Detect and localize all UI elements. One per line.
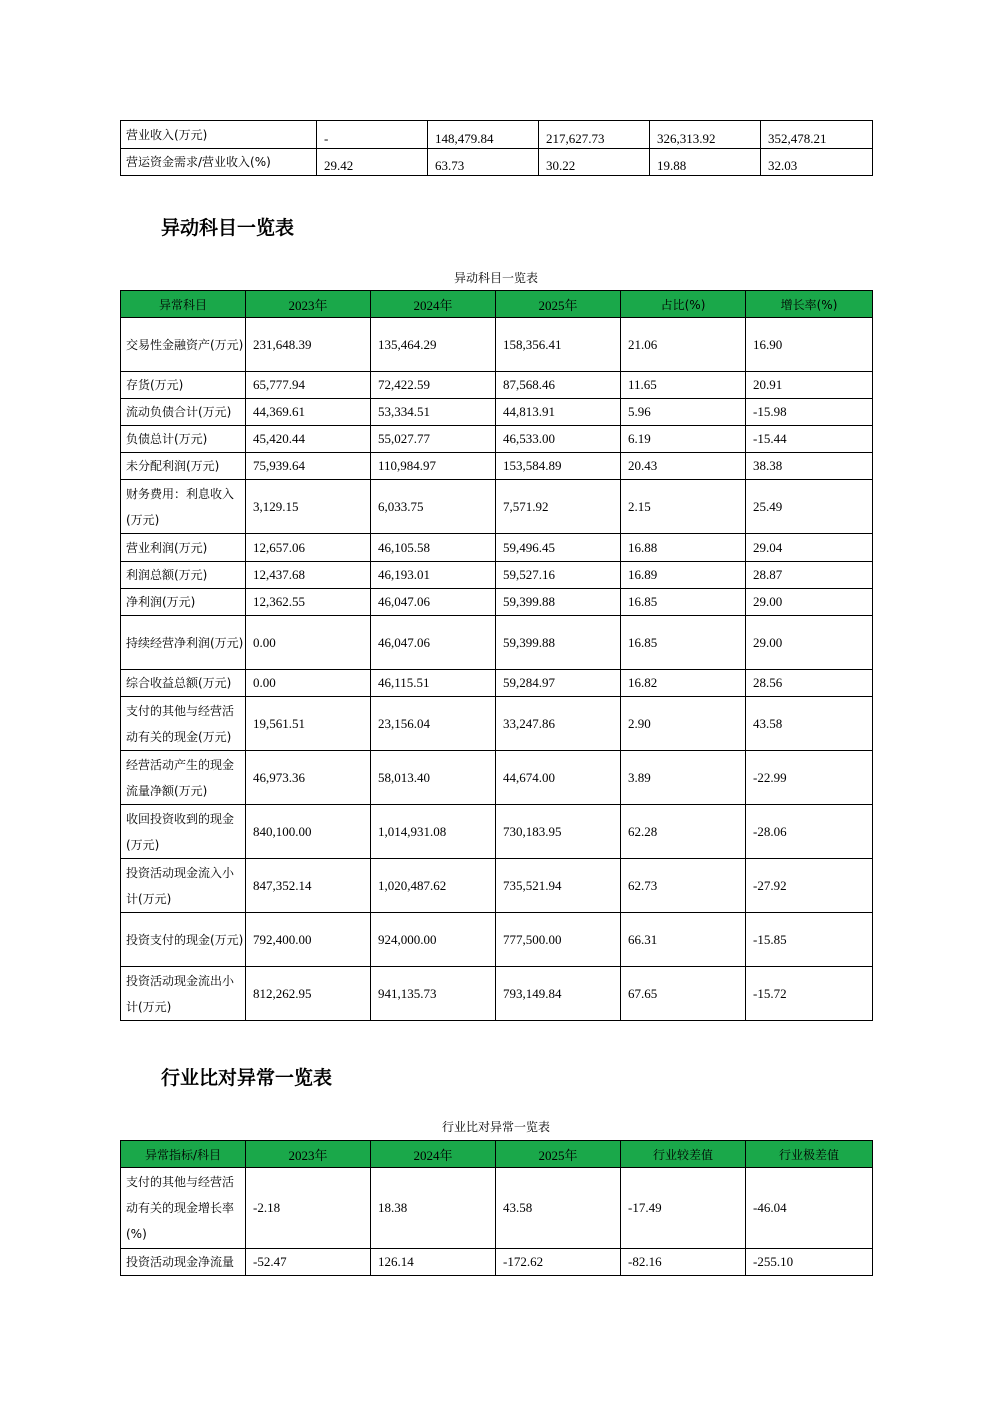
table-cell: 66.31 <box>621 913 746 967</box>
table-cell: 352,478.21 <box>761 121 873 149</box>
table-cell: 59,527.16 <box>496 562 621 589</box>
table-row <box>121 1168 873 1249</box>
table-cell: 847,352.14 <box>246 859 371 913</box>
table-cell: 29.42 <box>317 149 428 176</box>
table-cell: 45,420.44 <box>246 426 371 453</box>
table-row <box>121 399 873 426</box>
table-cell: 153,584.89 <box>496 453 621 480</box>
table-row <box>121 426 873 453</box>
table-cell: 924,000.00 <box>371 913 496 967</box>
table-cell: 44,369.61 <box>246 399 371 426</box>
table-cell: 53,334.51 <box>371 399 496 426</box>
table-cell: 29.00 <box>746 616 873 670</box>
row-label: 未分配利润(万元) <box>121 453 246 480</box>
table-cell: 12,437.68 <box>246 562 371 589</box>
column-header: 异常指标/科目 <box>121 1141 246 1168</box>
table-cell: 148,479.84 <box>428 121 539 149</box>
row-label: 利润总额(万元) <box>121 562 246 589</box>
row-label: 支付的其他与经营活动有关的现金增长率(%) <box>121 1168 246 1249</box>
table-cell: 110,984.97 <box>371 453 496 480</box>
table-cell: 2.15 <box>621 480 746 534</box>
row-label: 持续经营净利润(万元) <box>121 616 246 670</box>
column-header: 2023年 <box>246 291 371 318</box>
row-label: 存货(万元) <box>121 372 246 399</box>
table-row <box>121 967 873 1021</box>
table-row <box>121 670 873 697</box>
table-cell: 46,193.01 <box>371 562 496 589</box>
column-header: 2023年 <box>246 1141 371 1168</box>
table-cell: 46,047.06 <box>371 589 496 616</box>
table-cell: 59,399.88 <box>496 589 621 616</box>
table-row <box>121 805 873 859</box>
table-cell: 87,568.46 <box>496 372 621 399</box>
table-cell: 0.00 <box>246 670 371 697</box>
row-label: 负债总计(万元) <box>121 426 246 453</box>
table-cell: -27.92 <box>746 859 873 913</box>
table-cell: 43.58 <box>496 1168 621 1249</box>
table-cell: 11.65 <box>621 372 746 399</box>
table-cell: 16.82 <box>621 670 746 697</box>
table-cell: 32.03 <box>761 149 873 176</box>
row-label: 投资活动现金净流量 <box>121 1249 246 1276</box>
table-cell: 812,262.95 <box>246 967 371 1021</box>
table-cell: 59,284.97 <box>496 670 621 697</box>
row-label: 收回投资收到的现金(万元) <box>121 805 246 859</box>
table-cell: 46,047.06 <box>371 616 496 670</box>
table-cell: 735,521.94 <box>496 859 621 913</box>
table-cell: 23,156.04 <box>371 697 496 751</box>
table-cell: 65,777.94 <box>246 372 371 399</box>
row-label: 投资支付的现金(万元) <box>121 913 246 967</box>
row-label: 营业利润(万元) <box>121 534 246 562</box>
table-cell: 16.85 <box>621 589 746 616</box>
table-cell: 43.58 <box>746 697 873 751</box>
section1-heading: 异动科目一览表 <box>161 217 295 239</box>
table-cell: 793,149.84 <box>496 967 621 1021</box>
table-cell: 55,027.77 <box>371 426 496 453</box>
column-header: 2024年 <box>371 291 496 318</box>
table-cell: 62.73 <box>621 859 746 913</box>
abnormal-items-table <box>120 290 873 1021</box>
table-row <box>121 480 873 534</box>
row-label: 投资活动现金流出小计(万元) <box>121 967 246 1021</box>
table-row <box>121 751 873 805</box>
table-row <box>121 1249 873 1276</box>
table-cell: 18.38 <box>371 1168 496 1249</box>
table-cell: 730,183.95 <box>496 805 621 859</box>
table-cell: 135,464.29 <box>371 318 496 372</box>
table-row <box>121 149 873 176</box>
table-cell: -28.06 <box>746 805 873 859</box>
table-cell: - <box>317 121 428 149</box>
table-cell: 20.43 <box>621 453 746 480</box>
table-cell: 46,973.36 <box>246 751 371 805</box>
table-cell: 58,013.40 <box>371 751 496 805</box>
row-label: 综合收益总额(万元) <box>121 670 246 697</box>
row-label: 交易性金融资产(万元) <box>121 318 246 372</box>
table-cell: 67.65 <box>621 967 746 1021</box>
table-cell: 3,129.15 <box>246 480 371 534</box>
row-label: 流动负债合计(万元) <box>121 399 246 426</box>
table-cell: 44,674.00 <box>496 751 621 805</box>
table-cell: 62.28 <box>621 805 746 859</box>
table-cell: 25.49 <box>746 480 873 534</box>
table-cell: 5.96 <box>621 399 746 426</box>
table-cell: 1,020,487.62 <box>371 859 496 913</box>
table-cell: 75,939.64 <box>246 453 371 480</box>
table-cell: 16.90 <box>746 318 873 372</box>
table-cell: 231,648.39 <box>246 318 371 372</box>
row-label: 财务费用：利息收入(万元) <box>121 480 246 534</box>
table-cell: -17.49 <box>621 1168 746 1249</box>
table-cell: 16.89 <box>621 562 746 589</box>
table-cell: 16.88 <box>621 534 746 562</box>
table-row <box>121 318 873 372</box>
table-cell: 33,247.86 <box>496 697 621 751</box>
table-row <box>121 534 873 562</box>
table-cell: -2.18 <box>246 1168 371 1249</box>
table-cell: 29.04 <box>746 534 873 562</box>
table-cell: 840,100.00 <box>246 805 371 859</box>
table-cell: 46,115.51 <box>371 670 496 697</box>
column-header: 2025年 <box>496 1141 621 1168</box>
section1-caption: 异动科目一览表 <box>453 271 538 285</box>
table-cell: 30.22 <box>539 149 650 176</box>
row-label: 营运资金需求/营业收入(%) <box>121 149 317 176</box>
table-cell: 29.00 <box>746 589 873 616</box>
table-cell: -15.85 <box>746 913 873 967</box>
table-row <box>121 616 873 670</box>
table-row <box>121 453 873 480</box>
table-row <box>121 697 873 751</box>
table-row <box>121 913 873 967</box>
table-row <box>121 859 873 913</box>
table-cell: -22.99 <box>746 751 873 805</box>
table-cell: 158,356.41 <box>496 318 621 372</box>
column-header: 增长率(%) <box>746 291 873 318</box>
table-cell: 777,500.00 <box>496 913 621 967</box>
table-cell: 0.00 <box>246 616 371 670</box>
column-header: 行业极差值 <box>746 1141 873 1168</box>
section2-caption: 行业比对异常一览表 <box>441 1120 550 1134</box>
table-cell: 59,399.88 <box>496 616 621 670</box>
table-cell: 19.88 <box>650 149 761 176</box>
table-cell: 46,533.00 <box>496 426 621 453</box>
table-cell: 326,313.92 <box>650 121 761 149</box>
section2-heading: 行业比对异常一览表 <box>161 1067 333 1089</box>
table-cell: 28.56 <box>746 670 873 697</box>
table-cell: -15.44 <box>746 426 873 453</box>
table-row <box>121 372 873 399</box>
table-cell: 7,571.92 <box>496 480 621 534</box>
table-cell: 12,362.55 <box>246 589 371 616</box>
table-cell: 72,422.59 <box>371 372 496 399</box>
table-cell: 126.14 <box>371 1249 496 1276</box>
table-cell: -46.04 <box>746 1168 873 1249</box>
table-cell: 6,033.75 <box>371 480 496 534</box>
table-cell: 59,496.45 <box>496 534 621 562</box>
table-cell: 217,627.73 <box>539 121 650 149</box>
row-label: 经营活动产生的现金流量净额(万元) <box>121 751 246 805</box>
table-row <box>121 121 873 149</box>
table-cell: 19,561.51 <box>246 697 371 751</box>
table-cell: -172.62 <box>496 1249 621 1276</box>
table-cell: 16.85 <box>621 616 746 670</box>
table-cell: -255.10 <box>746 1249 873 1276</box>
table-cell: 38.38 <box>746 453 873 480</box>
table-cell: 3.89 <box>621 751 746 805</box>
column-header: 行业较差值 <box>621 1141 746 1168</box>
table-cell: 46,105.58 <box>371 534 496 562</box>
table-cell: -52.47 <box>246 1249 371 1276</box>
industry-comparison-table <box>120 1140 873 1276</box>
table-cell: 20.91 <box>746 372 873 399</box>
table-cell: 12,657.06 <box>246 534 371 562</box>
table-cell: 63.73 <box>428 149 539 176</box>
table-cell: 28.87 <box>746 562 873 589</box>
income-table <box>120 120 873 176</box>
table-cell: 2.90 <box>621 697 746 751</box>
table-cell: 792,400.00 <box>246 913 371 967</box>
column-header: 占比(%) <box>621 291 746 318</box>
table-cell: 6.19 <box>621 426 746 453</box>
row-label: 营业收入(万元) <box>121 121 317 149</box>
table-cell: -82.16 <box>621 1249 746 1276</box>
table-cell: 21.06 <box>621 318 746 372</box>
column-header: 2025年 <box>496 291 621 318</box>
row-label: 净利润(万元) <box>121 589 246 616</box>
table-row <box>121 589 873 616</box>
row-label: 支付的其他与经营活动有关的现金(万元) <box>121 697 246 751</box>
table-cell: 941,135.73 <box>371 967 496 1021</box>
column-header: 2024年 <box>371 1141 496 1168</box>
table-cell: 44,813.91 <box>496 399 621 426</box>
column-header: 异常科目 <box>121 291 246 318</box>
table-cell: 1,014,931.08 <box>371 805 496 859</box>
table-cell: -15.98 <box>746 399 873 426</box>
row-label: 投资活动现金流入小计(万元) <box>121 859 246 913</box>
table-row <box>121 562 873 589</box>
table-cell: -15.72 <box>746 967 873 1021</box>
